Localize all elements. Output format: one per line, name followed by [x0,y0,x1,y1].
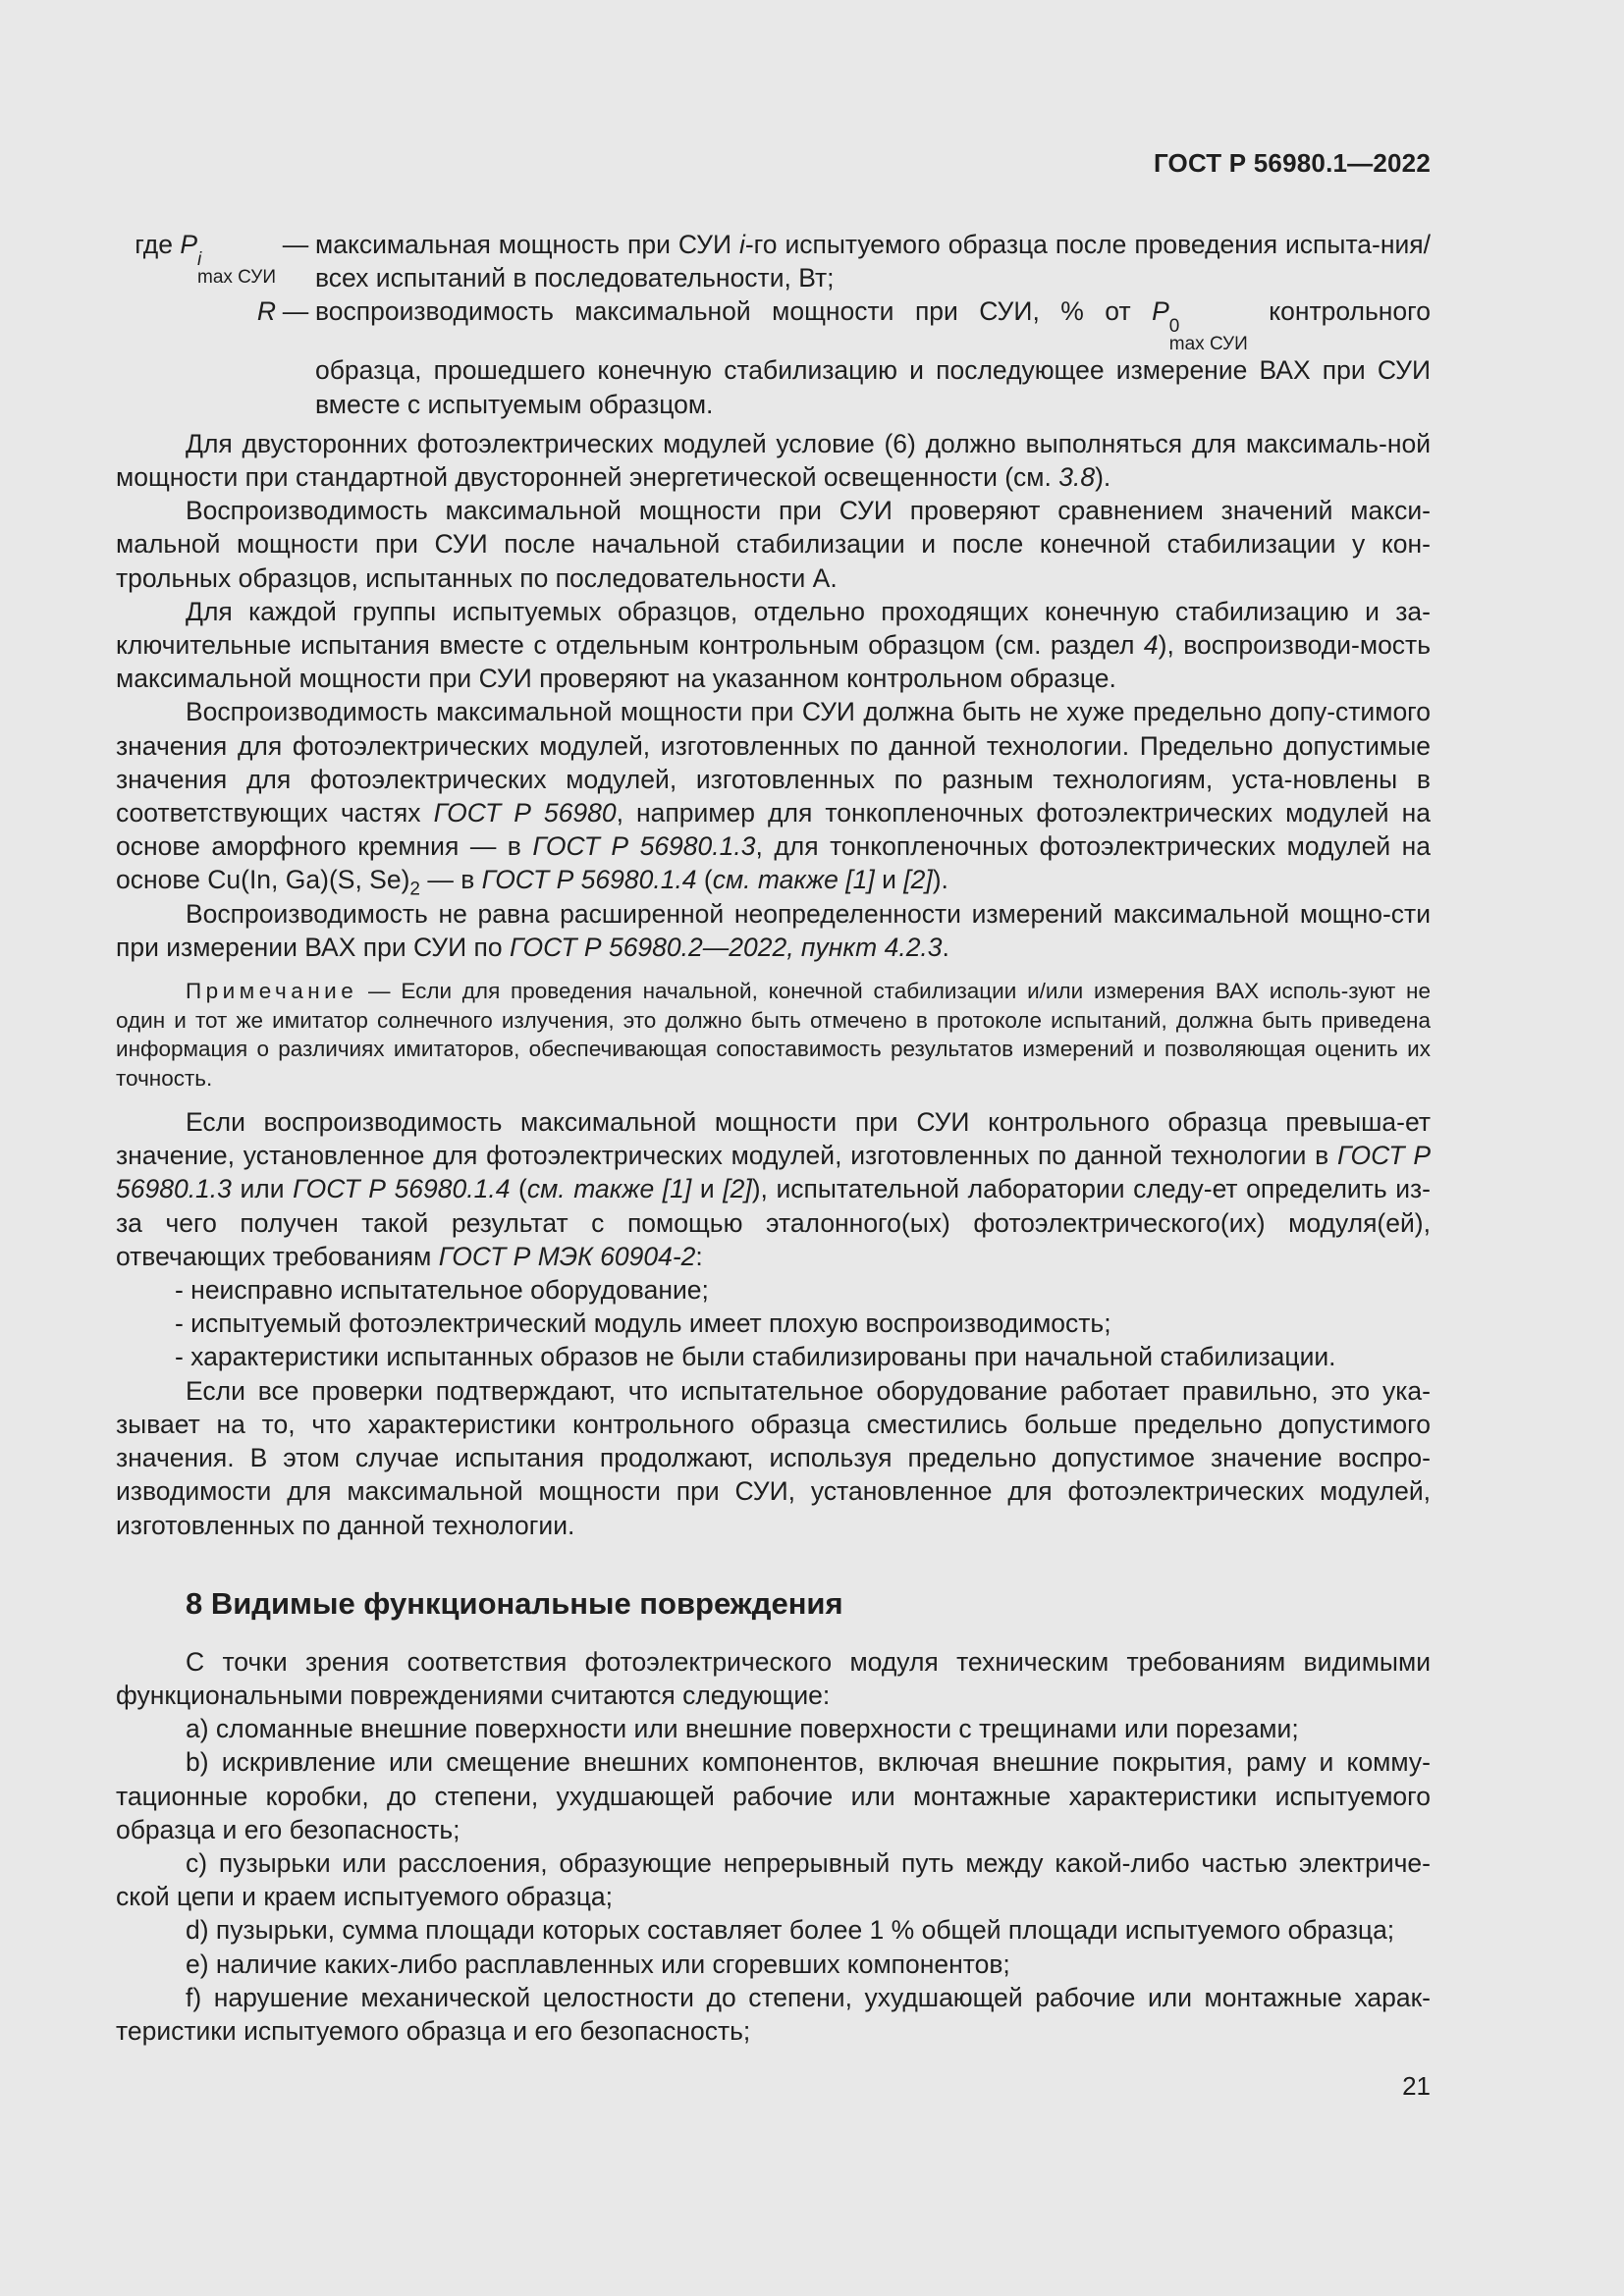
list-item: f) нарушение механической целостности до степени, ухудшающей рабочие или монтажные харак-теристики испытуемого образца и его безопасность; [116,1982,1431,2046]
note: Примечание — Если для проведения начальной, конечной стабилизации и/или измерения ВАХ исполь-зуют не один и тот же имитатор солнечного излучения, это должно быть отмечено в протоколе испытаний, должна быть приведена информация о различиях имитаторов, обеспечивающая сопоставимость результатов измерений и позволяющая оценить их точность. [116,979,1431,1091]
definition-description: воспроизводимость максимальной мощности при СУИ, % от P 0 max СУИ контрольного образца, прошедшего конечную стабилизацию и последующее измерение ВАХ при СУИ вместе с испытуемым образцом. [315,296,1431,419]
definition-description: максимальная мощность при СУИ i-го испытуемого образца после проведения испыта-ния/всех испытаний в последовательности, Вт; [315,230,1432,294]
list-item: a) сломанные внешние поверхности или внешние поверхности с трещинами или порезами; [186,1714,1299,1744]
definition-dash: — [282,230,309,259]
page-content [116,228,1431,2048]
paragraph: Воспроизводимость максимальной мощности при СУИ должна быть не хуже предельно допу-стимого значения для фотоэлектрических модулей, изготовленных по данной технологии. Предельно допустимые значения для фотоэлектрических модулей, изготовленных по разным технологиям, уста-новлены в соответствующих частях ГОСТ Р 56980, например для тонкопленочных фотоэлектрических модулей на основе аморфного кремния — в ГОСТ Р 56980.1.3, для тонкопленочных фотоэлектрических модулей на основе Cu(In, Ga)(S, $Se)_2$ — в ГОСТ Р 56980.1.4 (см. также [1] и [2]). [116,697,1431,900]
page-number: 21 [1402,2071,1431,2101]
section-heading: 8 Видимые функциональные повреждения [186,1585,843,1621]
list-item: - неисправно испытательное оборудование; [175,1275,709,1306]
list-item: - характеристики испытанных образов не были стабилизированы при начальной стабилизации. [175,1342,1336,1372]
document-id-header: ГОСТ Р 56980.1—2022 [1153,148,1431,178]
definition-term: R [256,296,276,327]
definition-term: где P i max СУИ [135,230,276,288]
list-item: e) наличие каких-либо расплавленных или сгоревших компонентов; [186,1949,1010,1979]
paragraph: Для каждой группы испытуемых образцов, отдельно проходящих конечную стабилизацию и за-ключительные испытания вместе с отдельным контрольным образцом (см. раздел 4), воспроизводи-мость максимальной мощности при СУИ проверяют на указанном контрольном образце. [116,596,1431,694]
list-item: b) искривление или смещение внешних компонентов, включая внешние покрытия, раму и комму-тационные коробки, до степени, ухудшающей рабочие или монтажные характеристики испытуемого образца и его безопасность; [116,1747,1431,1844]
paragraph: Воспроизводимость максимальной мощности при СУИ проверяют сравнением значений макси-мальной мощности при СУИ после начальной стабилизации и после конечной стабилизации у кон-трольных образцов, испытанных по последовательности А. [116,496,1431,593]
paragraph: С точки зрения соответствия фотоэлектрического модуля техническим требованиям видимыми функциональными повреждениями считаются следующие: [116,1646,1431,1710]
paragraph: Для двусторонних фотоэлектрических модулей условие (6) должно выполняться для максималь-ной мощности при стандартной двусторонней энергетической освещенности (см. 3.8). [116,428,1431,493]
note-label: Примечание [186,979,358,1004]
paragraph: Воспроизводимость не равна расширенной неопределенности измерений максимальной мощно-сти при измерении ВАХ при СУИ по ГОСТ Р 56980.2—2022, пункт 4.2.3. [116,898,1431,962]
paragraph: Если воспроизводимость максимальной мощности при СУИ контрольного образца превыша-ет значение, установленное для фотоэлектрических модулей, изготовленных по данной технологии в ГОСТ Р 56980.1.3 или ГОСТ Р 56980.1.4 (см. также [1] и [2]), испытательной лаборатории следу-ет определить из-за чего получен такой результат с помощью эталонного(ых) фотоэлектрического(их) модуля(ей), отвечающих требованиям ГОСТ Р МЭК 60904-2: [116,1107,1432,1271]
list-item: - испытуемый фотоэлектрический модуль имеет плохую воспроизводимость; [175,1308,1111,1339]
definition-r [116,294,1431,420]
paragraph: Если все проверки подтверждают, что испытательное оборудование работает правильно, это ука-зывает на то, что характеристики контрольного образца сместились больше предельно допустимого значения. В этом случае испытания продолжают, используя предельно допустимое значение воспро-изводимости для максимальной мощности при СУИ, установленное для фотоэлектрических модулей, изготовленных по данной технологии. [116,1375,1431,1540]
list-item: c) пузырьки или расслоения, образующие непрерывный путь между какой-либо частью электриче-ской цепи и краем испытуемого образца; [116,1847,1431,1912]
list-item: d) пузырьки, сумма площади которых составляет более 1 % общей площади испытуемого образца; [186,1915,1395,1946]
definition-pmax [116,228,1431,294]
definition-dash: — [282,296,309,327]
